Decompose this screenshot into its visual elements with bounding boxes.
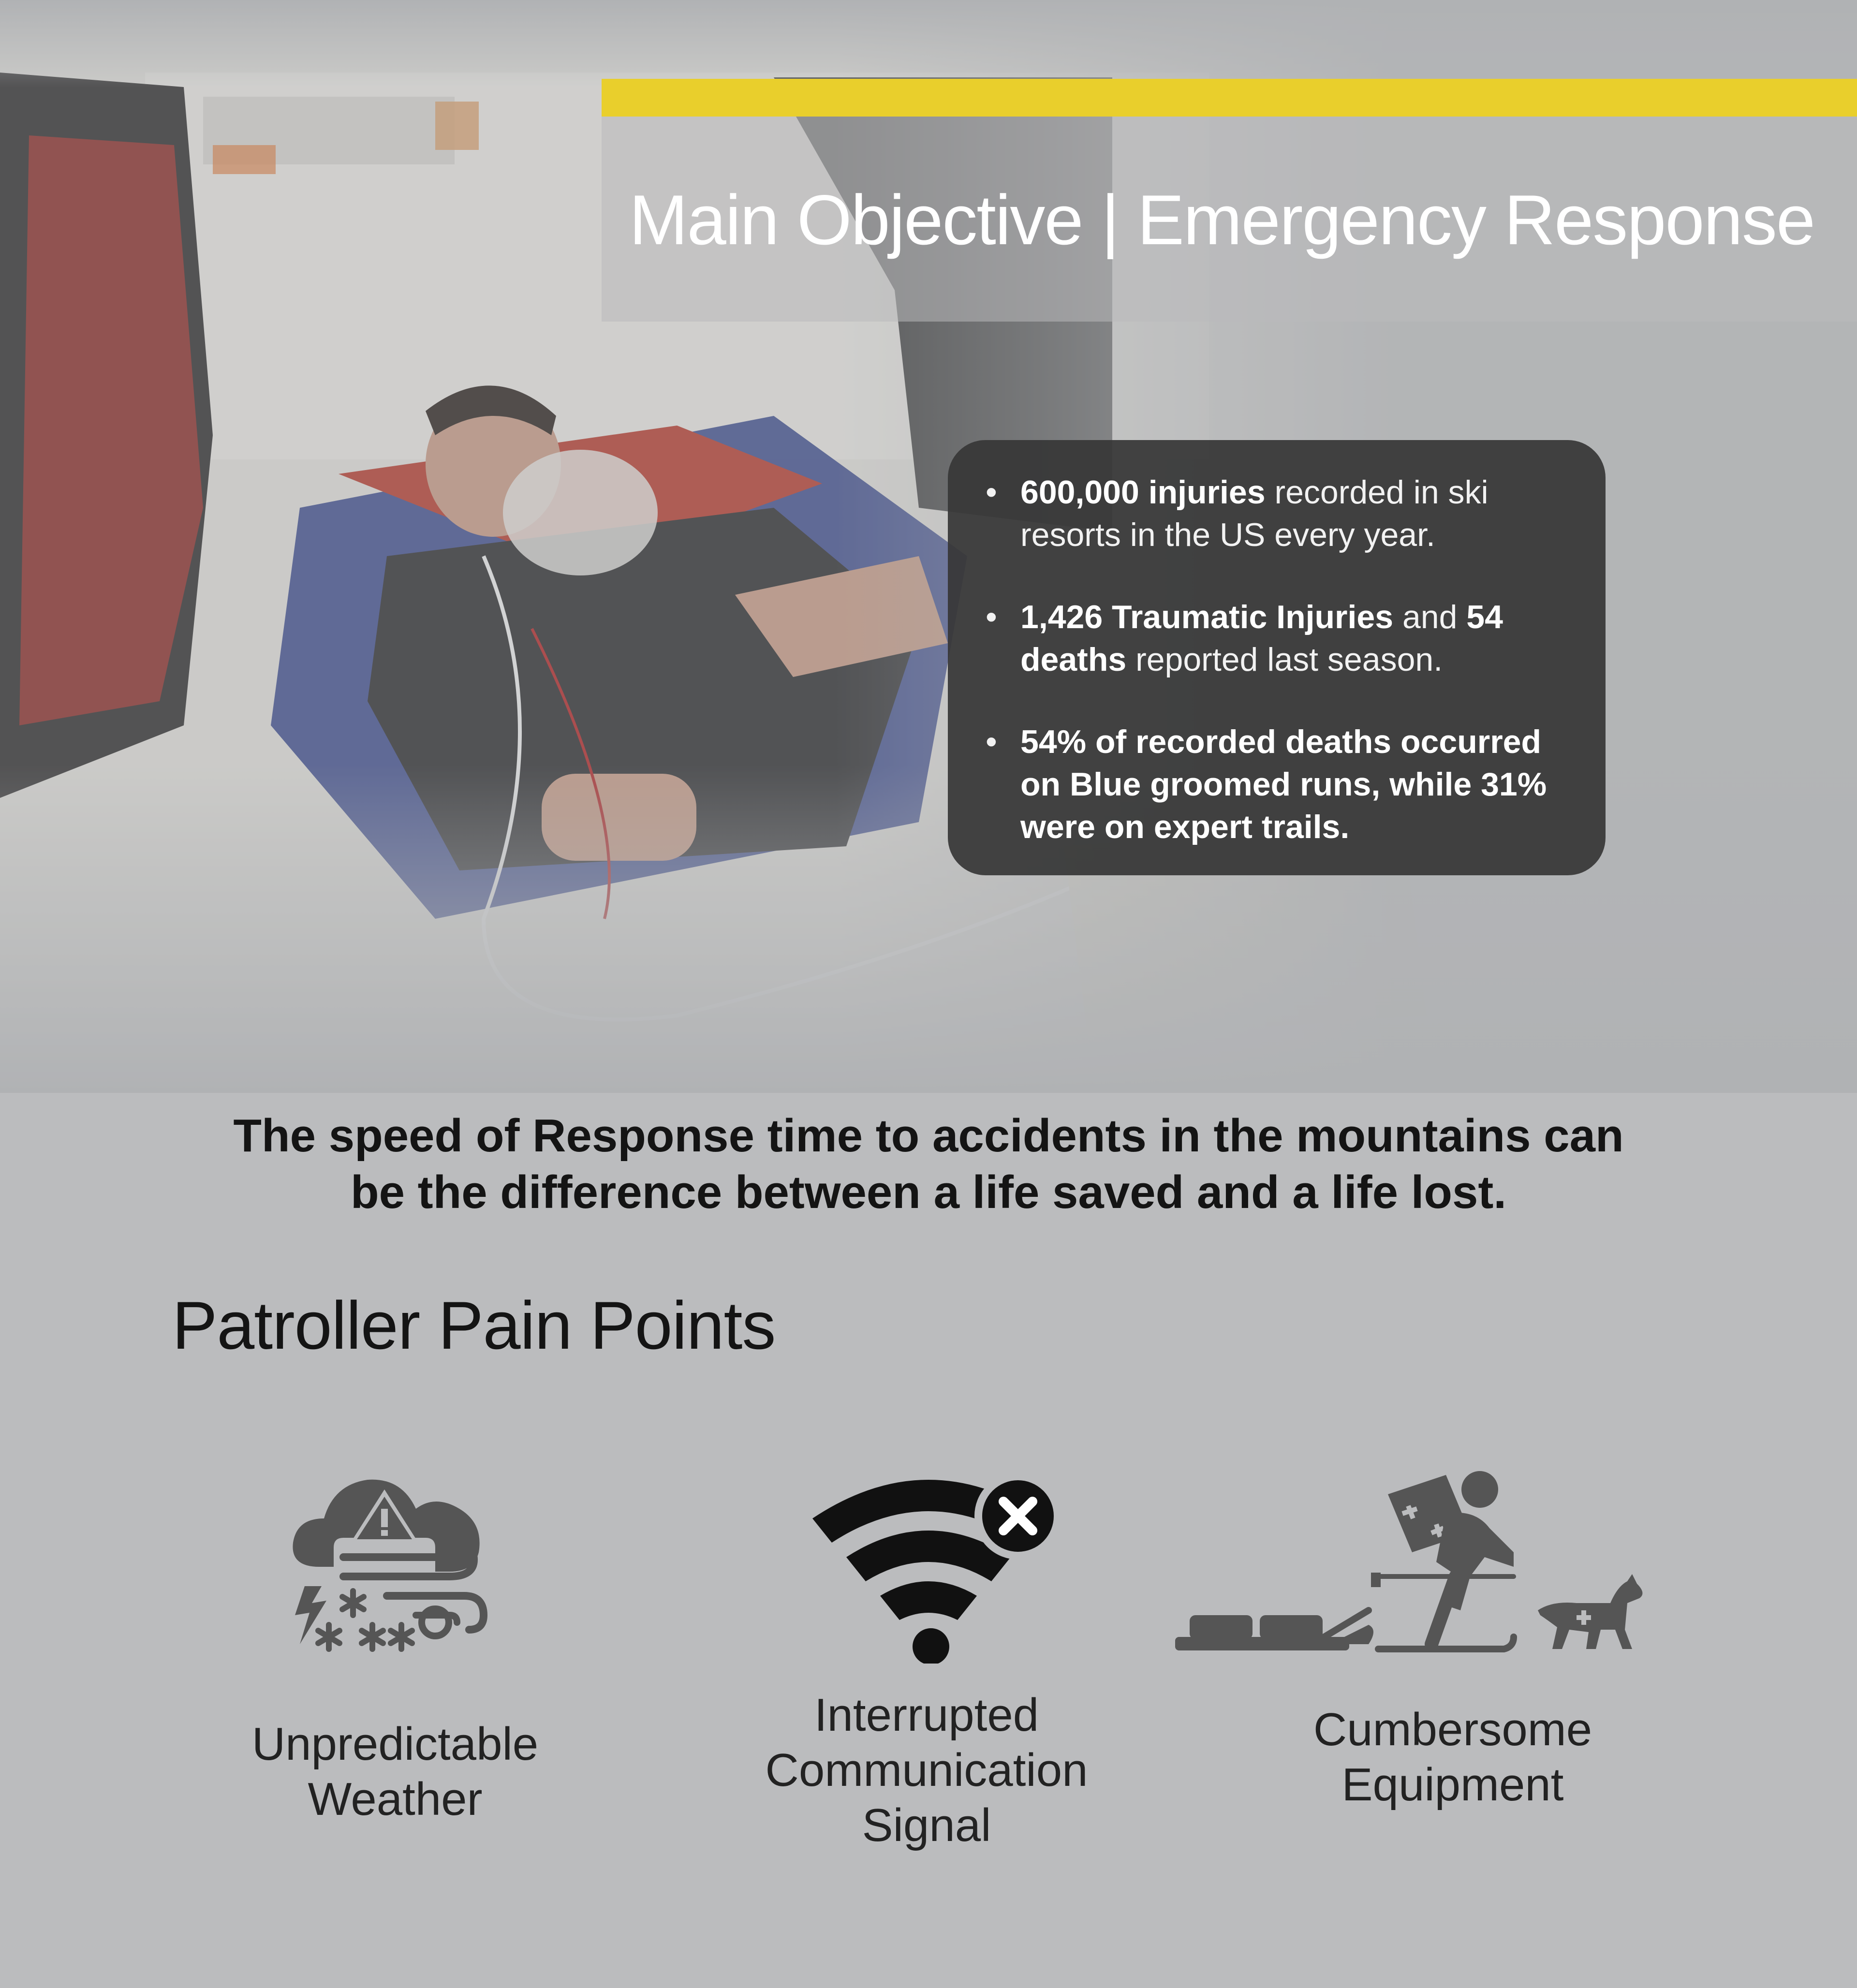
- wifi-error-icon: [812, 1470, 1064, 1664]
- stat-text: reported last season.: [1126, 641, 1443, 678]
- pain-point-weather: [177, 1717, 613, 1827]
- pain-label: Weather: [308, 1773, 483, 1825]
- pain-label: Communication: [765, 1744, 1088, 1796]
- stat-bold: 600,000 injuries: [1020, 474, 1266, 511]
- bullet: •: [986, 723, 997, 760]
- stat-item: [986, 471, 1567, 556]
- pain-label: Unpredictable: [251, 1718, 539, 1770]
- stat-bold: 1,426 Traumatic Injuries: [1020, 599, 1394, 635]
- stat-text: and: [1393, 599, 1467, 635]
- bullet: •: [986, 599, 997, 635]
- pain-point-equipment: [1235, 1702, 1670, 1812]
- bullet: •: [986, 474, 997, 511]
- accent-bar: [602, 79, 1857, 117]
- tagline-line: be the difference between a life saved and a life lost.: [350, 1166, 1507, 1218]
- stats-card: [948, 440, 1606, 875]
- pain-label: Equipment: [1341, 1759, 1564, 1811]
- tagline: [0, 1107, 1857, 1221]
- storm-weather-icon: [290, 1470, 503, 1664]
- stat-item: [986, 596, 1567, 681]
- pain-label: Cumbersome: [1313, 1704, 1592, 1755]
- tagline-line: The speed of Response time to accidents in the mountains can: [233, 1110, 1624, 1162]
- page-title: Main Objective | Emergency Response: [629, 180, 1814, 259]
- stat-text: recorded in ski resorts in the US every year.: [1020, 474, 1489, 553]
- stat-item: [986, 721, 1567, 848]
- stat-bold: 54% of recorded deaths occurred on Blue groomed runs, while 31% were on expert trails.: [1020, 723, 1547, 845]
- rescue-equipment-icon: [1175, 1465, 1649, 1659]
- pain-label: Signal: [862, 1799, 991, 1851]
- title-panel: [602, 117, 1857, 322]
- pain-label: Interrupted: [814, 1689, 1039, 1741]
- section-title: Patroller Pain Points: [172, 1287, 776, 1363]
- stat-bold: 54 deaths: [1020, 599, 1503, 678]
- pain-point-signal: [709, 1688, 1144, 1853]
